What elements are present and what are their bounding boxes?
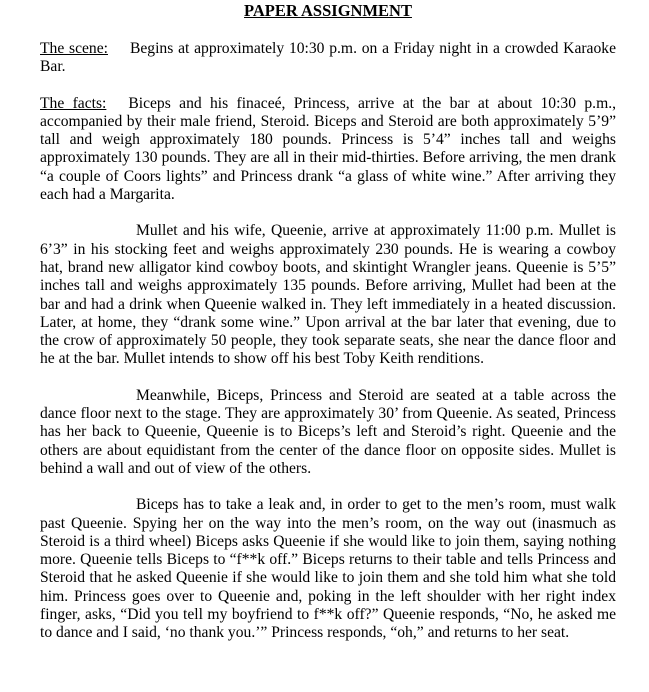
document-title (40, 0, 616, 20)
scene-label: The scene: (40, 40, 108, 57)
body-paragraph-mullet: Mullet and his wife, Queenie, arrive at approximately 11:00 p.m. Mullet is 6’3” in his stocking feet and weighs approximately 230 pounds. He is wearing a cowboy hat, brand new alligator kind cowboy boots, and skintight Wrangler jeans. Queenie is 5’5” inches tall and weighs approximately 135 pounds. Before arriving, Mullet had been at the bar and had a drink when Queenie walked in. They left immediately in a heated discussion. Later, at home, they “drank some wine.” Upon arrival at the bar later that evening, due to the crow of approximately 50 people, they took separate seats, she near the dance floor and he at the bar. Mullet intends to show off his best Toby Keith renditions. (40, 222, 616, 368)
body-paragraph-meanwhile: Meanwhile, Biceps, Princess and Steroid are seated at a table across the dance floor next to the stage. They are approximately 30’ from Queenie. As seated, Princess has her back to Queenie, Queenie is to Biceps’s left and Steroid’s right. Queenie and the others are about equidistant from the center of the dance floor on opposite sides. Mullet is behind a wall and out of view of the others. (40, 386, 616, 477)
facts-paragraph (40, 95, 616, 205)
document-page (40, 0, 616, 643)
facts-label: The facts: (40, 94, 107, 112)
facts-text: Biceps and his finaceé, Princess, arrive at the bar at about 10:30 p.m., accompanied by their male friend, Steroid. Biceps and Steroid are both approximately 5’9” tall and weigh approximately 180 pounds. Princess is 5’4” inches tall and weighs approximately 130 pounds. They are all in their mid-thirties. Before arriving, the men drank “a couple of Coors lights” and Princess drank “a glass of white wine.” After arriving they each had a Margarita. (40, 94, 616, 204)
scene-paragraph (40, 40, 616, 77)
body-paragraph-biceps: Biceps has to take a leak and, in order to get to the men’s room, must walk past Queenie. Spying her on the way into the men’s room, on the way out (inasmuch as Steroid is a third wheel) Biceps asks Queenie if she would like to join them, saying nothing more. Queenie tells Biceps to “f**k off.” Biceps returns to their table and tells Princess and Steroid that he asked Queenie if she would like to join them and she told him what she told him. Princess goes over to Queenie and, poking in the left shoulder with her right index finger, asks, “Did you tell my boyfriend to f**k off?” Queenie responds, “No, he asked me to dance and I said, ‘no thank you.’” Princess responds, “oh,” and returns to her seat. (40, 496, 616, 642)
document-title-text: PAPER ASSIGNMENT (244, 1, 412, 20)
scene-text: Begins at approximately 10:30 p.m. on a Friday night in a crowded Karaoke Bar. (40, 40, 616, 76)
